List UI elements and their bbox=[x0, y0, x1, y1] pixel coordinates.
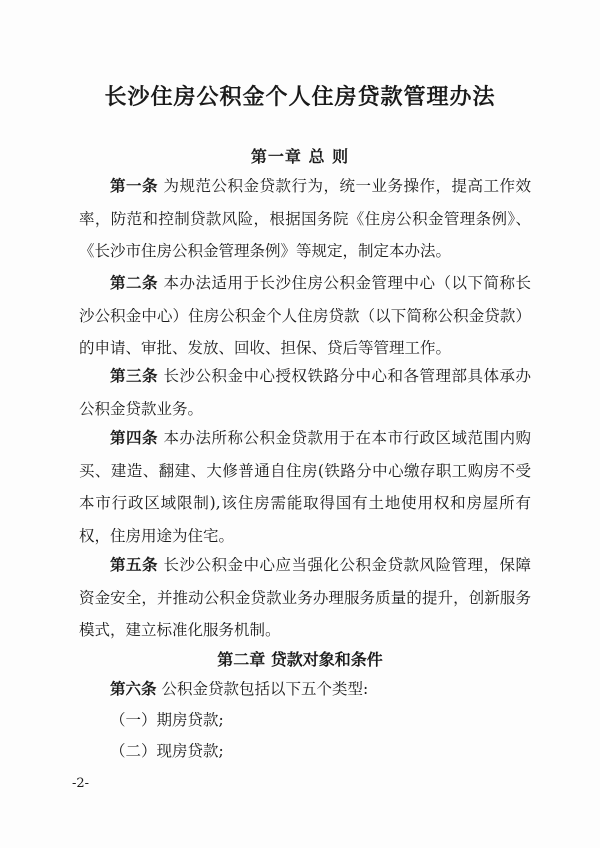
page-number: -2- bbox=[72, 776, 90, 791]
article-text: 本办法适用于长沙住房公积金管理中心（以下简称长沙公积金中心）住房公积金个人住房贷款（以下简称公积金贷款）的申请、审批、发放、回收、担保、贷后等管理工作。 bbox=[79, 274, 531, 357]
list-item: （二）现房贷款; bbox=[110, 742, 224, 760]
article-label: 第三条 bbox=[110, 366, 159, 385]
article-label: 第五条 bbox=[110, 555, 159, 574]
article-label: 第二条 bbox=[110, 273, 159, 292]
article-text: 为规范公积金贷款行为，统一业务操作，提高工作效率，防范和控制贷款风险，根据国务院《住房公积金管理条例》、《长沙市住房公积金管理条例》等规定，制定本办法。 bbox=[79, 177, 531, 260]
article-text: 长沙公积金中心授权铁路分中心和各管理部具体承办公积金贷款业务。 bbox=[79, 367, 531, 418]
article-6 bbox=[79, 673, 531, 706]
article-1 bbox=[79, 170, 531, 268]
document-title: 长沙住房公积金个人住房贷款管理办法 bbox=[104, 84, 496, 110]
article-4 bbox=[79, 422, 531, 552]
article-text: 公积金贷款包括以下五个类型: bbox=[161, 680, 369, 698]
article-text: 长沙公积金中心应当强化公积金贷款风险管理，保障资金安全，并推动公积金贷款业务办理服务质量的提升，创新服务模式，建立标准化服务机制。 bbox=[79, 556, 531, 639]
chapter-heading-2: 第二章 贷款对象和条件 bbox=[217, 650, 383, 669]
article-3 bbox=[79, 360, 531, 425]
article-5 bbox=[79, 549, 531, 647]
article-2 bbox=[79, 267, 531, 365]
article-label: 第四条 bbox=[110, 428, 159, 447]
article-text: 本办法所称公积金贷款用于在本市行政区域范围内购买、建造、翻建、大修普通自住房(铁路分中心缴存职工购房不受本市行政区域限制),该住房需能取得国有土地使用权和房屋所有权，住房用途为住宅。 bbox=[79, 429, 531, 545]
article-label: 第六条 bbox=[110, 679, 157, 698]
article-label: 第一条 bbox=[110, 176, 159, 195]
list-item: （一）期房贷款; bbox=[110, 711, 224, 729]
chapter-heading-1: 第一章 总 则 bbox=[250, 147, 350, 166]
